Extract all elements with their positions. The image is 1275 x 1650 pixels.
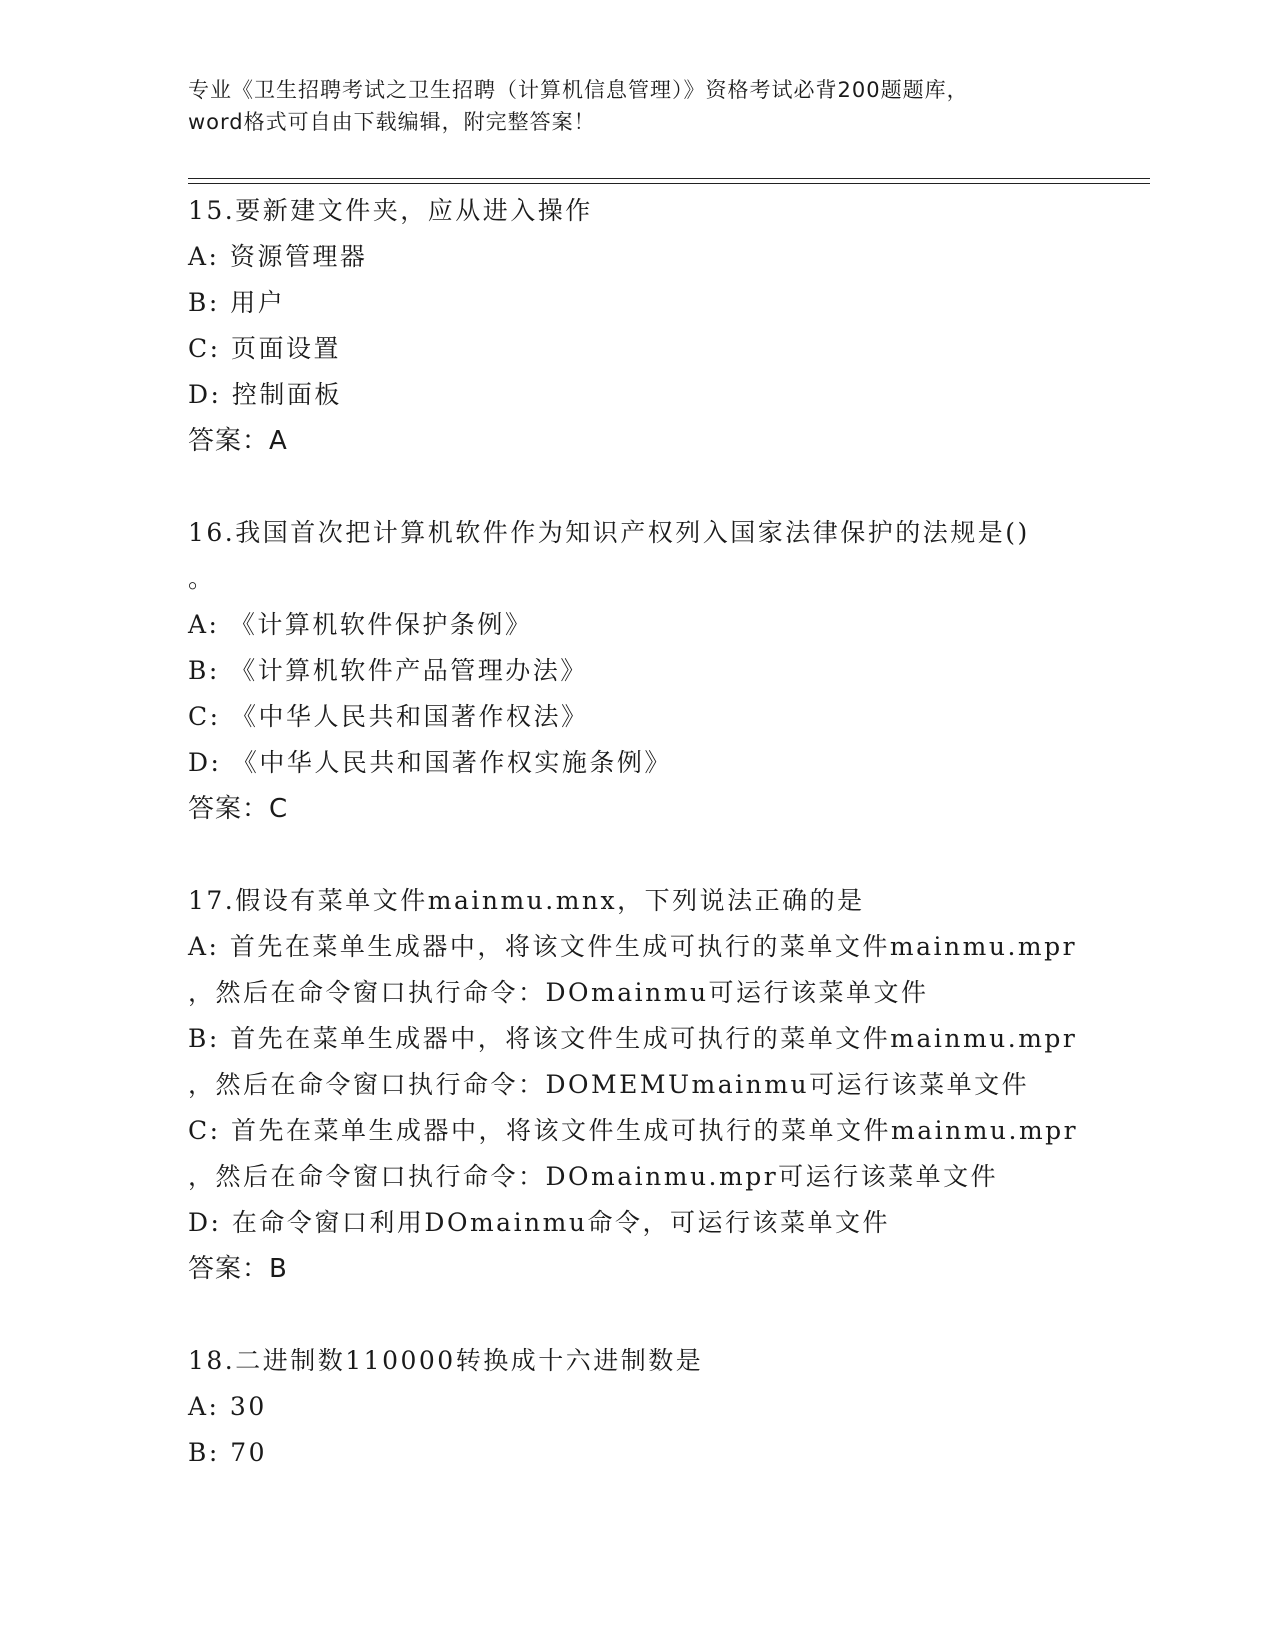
document-header: [188, 74, 1088, 138]
header-divider-bottom: [188, 183, 1150, 184]
option-c: C: 《中华人民共和国著作权法》: [188, 702, 589, 731]
option-b: B: 《计算机软件产品管理办法》: [188, 656, 588, 685]
option-a: A: 资源管理器: [188, 242, 368, 271]
answer: 答案：B: [188, 1254, 288, 1284]
question-18: [188, 1338, 1088, 1476]
question-16: [188, 510, 1088, 832]
question-spacer: [188, 832, 1088, 878]
option-d: D: 在命令窗口利用DOmainmu命令，可运行该菜单文件: [188, 1208, 890, 1237]
option-a-continuation: ，然后在命令窗口执行命令：DOmainmu可运行该菜单文件: [188, 978, 929, 1007]
answer: 答案：A: [188, 426, 288, 456]
option-c: C: 首先在菜单生成器中，将该文件生成可执行的菜单文件mainmu.mpr: [188, 1116, 1079, 1145]
option-b: B: 首先在菜单生成器中，将该文件生成可执行的菜单文件mainmu.mpr: [188, 1024, 1078, 1053]
question-stem: 18.二进制数110000转换成十六进制数是: [188, 1346, 704, 1375]
answer: 答案：C: [188, 794, 289, 824]
question-stem-continuation: 。: [188, 564, 216, 593]
option-d: D: 《中华人民共和国著作权实施条例》: [188, 748, 672, 777]
option-b: B: 70: [188, 1438, 268, 1467]
option-c: C: 页面设置: [188, 334, 341, 363]
question-spacer: [188, 1292, 1088, 1338]
option-a: A: 30: [188, 1392, 267, 1421]
question-stem: 16.我国首次把计算机软件作为知识产权列入国家法律保护的法规是(): [188, 518, 1030, 547]
option-b: B: 用户: [188, 288, 286, 317]
question-15: [188, 188, 1088, 464]
question-spacer: [188, 464, 1088, 510]
header-line-2: word格式可自由下载编辑，附完整答案！: [188, 110, 596, 134]
header-line-1: 专业《卫生招聘考试之卫生招聘（计算机信息管理）》资格考试必背200题题库，: [188, 78, 969, 102]
option-a: A: 《计算机软件保护条例》: [188, 610, 533, 639]
question-list: [188, 188, 1088, 1476]
question-stem: 17.假设有菜单文件mainmu.mnx，下列说法正确的是: [188, 886, 865, 915]
header-divider-top: [188, 178, 1150, 179]
option-d: D: 控制面板: [188, 380, 342, 409]
question-stem: 15.要新建文件夹，应从进入操作: [188, 196, 593, 225]
option-b-continuation: ，然后在命令窗口执行命令：DOMEMUmainmu可运行该菜单文件: [188, 1070, 1030, 1099]
question-17: [188, 878, 1088, 1292]
option-c-continuation: ，然后在命令窗口执行命令：DOmainmu.mpr可运行该菜单文件: [188, 1162, 999, 1191]
option-a: A: 首先在菜单生成器中，将该文件生成可执行的菜单文件mainmu.mpr: [188, 932, 1078, 961]
